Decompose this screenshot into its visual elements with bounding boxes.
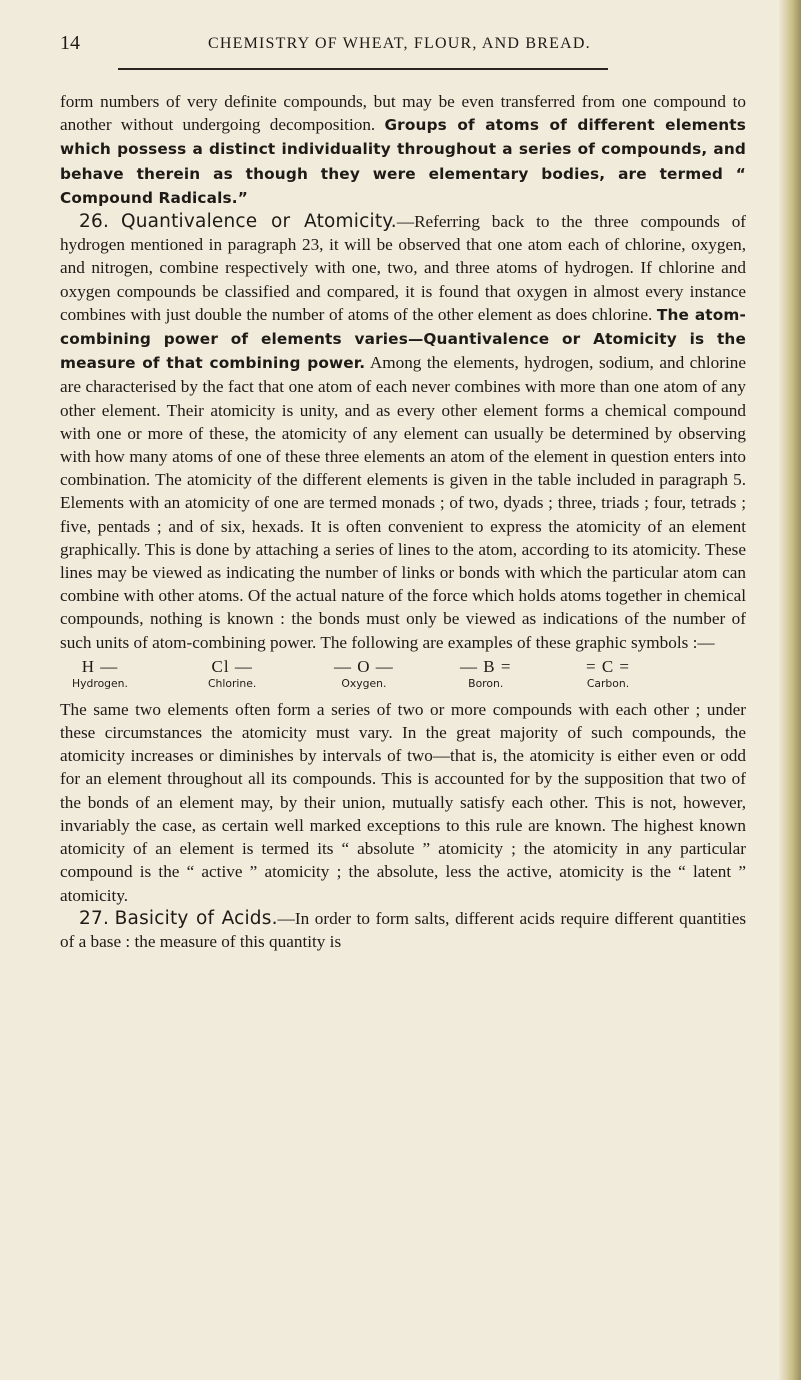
header-rule — [118, 68, 608, 70]
paragraph-text: form numbers of very definite compounds, but may be even transferred from one compound to another without undergoing decomposition. — [60, 92, 746, 135]
symbol-oxygen — [334, 656, 394, 691]
symbol-formula: — B = — [460, 656, 512, 676]
compound-radicals-definition: Groups of atoms of different elements which possess a distinct individuality throughout a series of compounds, and behave therein as though they were elementary bodies, are termed “ Compound Radicals.” — [60, 116, 746, 207]
paragraph-atomicity-variation: The same two elements often form a series of two or more compounds with each other ; under these circumstances the atomicity must vary. In the great majority of such compounds, the atomicity increases or diminishes by intervals of two—that is, the atomicity is either even or odd for an element throughout all its compounds. This is accounted for by the supposition that two of the bonds of an element may, by their union, mutually satisfy each other. This is not, however, invariably the case, as certain well marked exceptions to this rule are known. The highest known atomicity of an element is termed its “ absolute ” atomicity ; the atomicity in any particular compound is the “ active ” atomicity ; the absolute, less the active, atomicity is the “ latent ” atomicity. — [60, 699, 746, 905]
page-edge-shadow — [779, 0, 801, 1380]
symbol-formula: — O — — [334, 656, 394, 676]
section-27 — [60, 907, 746, 953]
symbol-formula: = C = — [586, 656, 631, 676]
section-27-text: —In order to form salts, different acids require different quantities of a base : the measure of this quantity is — [60, 908, 747, 951]
section-27-title: Basicity of Acids. — [114, 907, 278, 929]
symbol-hydrogen — [72, 656, 128, 691]
running-title: CHEMISTRY OF WHEAT, FLOUR, AND BREAD. — [208, 35, 591, 52]
symbol-caption: Boron. — [468, 676, 504, 690]
symbol-chlorine — [208, 656, 256, 691]
body-text — [60, 90, 746, 953]
symbol-caption: Carbon. — [586, 676, 630, 690]
section-26 — [60, 210, 746, 654]
graphic-symbols-row — [60, 656, 746, 696]
page-number: 14 — [60, 32, 80, 54]
section-26-text-2: Among the elements, hydrogen, sodium, and chlorine are characterised by the fact that one atom of each never combines with more than one atom of any other element. Their atomicity is unity, and as every other element forms a chemical compound with one or more of these, the atomicity of any element can usually be determined by observing with how many atoms of one of these three elements an atom of the element in question enters into combination. The atomicity of the different elements is given in the table included in paragraph 5. Elements with an atomicity of one are termed monads ; of two, dyads ; three, triads ; four, tetrads ; five, pentads ; and of six, hexads. It is often convenient to express the atomicity of an element graphically. This is done by attaching a series of lines to the atom, according to its atomicity. These lines may be viewed as indicating the number of links or bonds with which the particular atom can combine with other atoms. Of the actual nature of the force which holds atoms together in chemical compounds, nothing is known : the bonds must only be viewed as indications of the number of such units of atom-combining power. The following are examples of these graphic symbols :— — [60, 353, 746, 652]
section-26-text-1: —Referring back to the three compounds of hydrogen mentioned in paragraph 23, it will be observed that one atom each of chlorine, oxygen, and nitrogen, combine respectively with one, two, and three atoms of hydrogen. If chlorine and oxygen compounds be classified and compared, it is found that oxygen in almost every instance combines with just double the number of atoms of the other element as does chlorine. — [60, 212, 747, 324]
symbol-caption: Hydrogen. — [72, 676, 128, 690]
section-27-number: 27. — [79, 907, 110, 929]
symbol-boron — [460, 656, 511, 691]
symbol-caption: Chlorine. — [208, 676, 257, 690]
symbol-formula: H — — [81, 656, 119, 676]
section-26-title: Quantivalence or Atomicity. — [120, 211, 397, 233]
symbol-formula: Cl — — [211, 656, 253, 676]
symbol-carbon — [586, 656, 630, 691]
symbol-caption: Oxygen. — [341, 676, 387, 690]
paragraph-continued — [60, 90, 746, 210]
section-26-number: 26. — [79, 211, 110, 233]
page-header — [60, 32, 750, 62]
section-26-bold-statement: The atom-combining power of elements varies—Quantivalence or Atomicity is the measure of that combining power. — [60, 305, 747, 373]
